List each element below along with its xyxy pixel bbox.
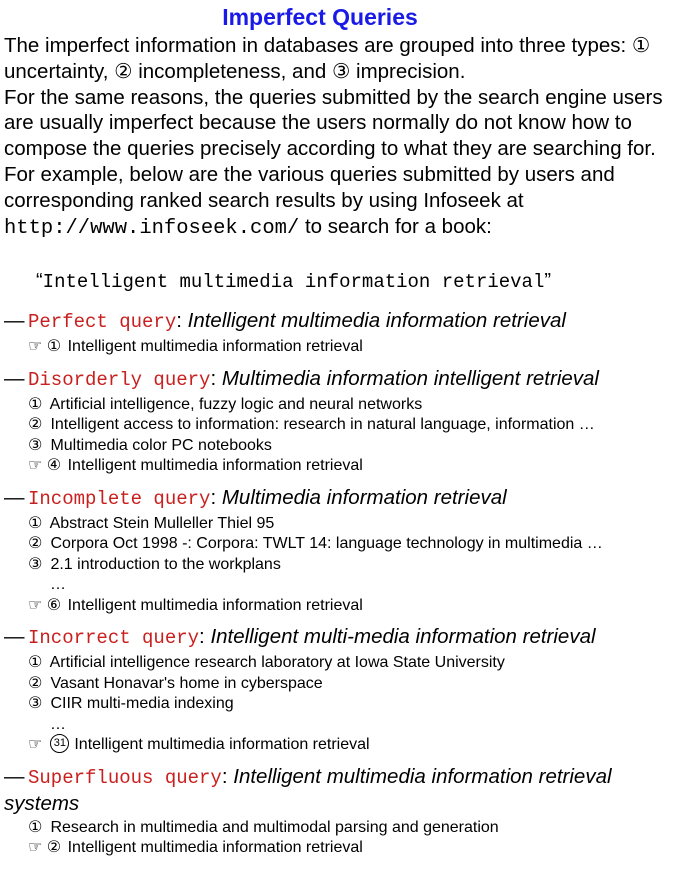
query-type-label: Superfluous query (28, 766, 222, 789)
close-quote: ” (544, 270, 552, 292)
result-title: Corpora Oct 1998 -: Corpora: TWLT 14: language technology in multimedia … (50, 535, 603, 552)
page-title: Imperfect Queries (222, 4, 418, 30)
query-text: Multimedia information intelligent retrieval (221, 366, 599, 390)
rank-marker: ② (28, 416, 43, 433)
rank-marker: ☞ ⑥ (28, 596, 62, 614)
intro-text-after-url: to search for a book: (299, 214, 492, 238)
results-list (4, 337, 676, 358)
query-text: Multimedia information retrieval (221, 485, 507, 509)
results-list (4, 514, 676, 617)
result-item (28, 395, 676, 416)
example-query-text: Intelligent multimedia information retrieval (42, 271, 545, 293)
result-title: 2.1 introduction to the workplans (50, 555, 281, 573)
section-superfluous-query (4, 764, 676, 859)
result-title: Multimedia color PC notebooks (50, 436, 272, 454)
result-title: CIIR multi-media indexing (50, 695, 234, 712)
colon: : (199, 625, 205, 648)
result-item (28, 735, 676, 756)
dash: — (4, 764, 25, 788)
result-title: Artificial intelligence research laboratory at Iowa State University (49, 654, 505, 671)
open-quote: “ (36, 270, 43, 292)
result-item (28, 514, 676, 535)
rank-marker: ③ (28, 436, 43, 454)
section-perfect-query (4, 308, 676, 358)
results-list (4, 653, 676, 756)
infoseek-url: http://www.infoseek.com/ (4, 216, 300, 240)
result-item (28, 436, 676, 457)
result-item (28, 534, 676, 555)
rank-marker: ① (28, 818, 43, 836)
circled-rank-number: 31 (50, 734, 69, 753)
result-title: Intelligent multimedia information retrieval (67, 338, 363, 355)
section-heading (4, 308, 676, 335)
rank-marker: ☞ ② (28, 839, 62, 856)
colon: : (210, 485, 217, 509)
example-query (36, 270, 551, 293)
query-type-label: Incorrect query (28, 627, 200, 649)
result-title: Artificial intelligence, fuzzy logic and neural networks (49, 395, 423, 413)
section-disorderly-query (4, 366, 676, 477)
result-title: Intelligent multimedia information retrieval (67, 457, 363, 474)
section-heading (4, 485, 676, 512)
result-item (28, 415, 676, 436)
section-incomplete-query (4, 485, 676, 617)
result-item (28, 838, 676, 859)
result-item (28, 596, 676, 617)
intro-paragraph-2 (4, 85, 674, 242)
intro-text (4, 33, 674, 241)
result-title: Intelligent multimedia information retrieval (74, 736, 370, 753)
results-list (4, 395, 676, 477)
dash: — (4, 309, 25, 332)
result-title: Intelligent multimedia information retrieval (67, 596, 363, 614)
dash: — (4, 485, 25, 509)
dash: — (4, 625, 25, 648)
result-title: Abstract Stein Mulleller Thiel 95 (49, 514, 275, 532)
rank-marker: ③ (28, 695, 43, 712)
result-item (28, 694, 676, 715)
result-item (28, 818, 676, 839)
rank-marker: ☞ ④ (28, 457, 62, 474)
rank-marker: ② (28, 535, 43, 552)
intro-paragraph-1: The imperfect information in databases are grouped into three types: ① uncertainty, ② incompleteness, and ③ imprecision. (4, 34, 651, 83)
colon: : (221, 764, 228, 788)
intro-text-before-url: For the same reasons, the queries submitted by the search engine users are usually imperfect because the users normally do not know how to compose the queries precisely according to what they are searching for. For example, below are the various queries submitted by users and corresponding ranked search results by using Infoseek at (4, 85, 663, 212)
result-ellipsis: … (50, 576, 66, 593)
result-title: Intelligent multimedia information retrieval (67, 839, 363, 856)
query-type-label: Disorderly query (28, 368, 211, 391)
colon: : (176, 309, 182, 332)
pointing-hand-icon: ☞ (28, 736, 43, 753)
rank-marker: ③ (28, 555, 43, 573)
section-heading (4, 624, 676, 651)
query-type-label: Incomplete query (28, 487, 211, 510)
result-item (28, 337, 676, 358)
result-item (28, 674, 676, 695)
result-item (28, 653, 676, 674)
result-title: Research in multimedia and multimodal parsing and generation (50, 818, 499, 836)
result-title: Vasant Honavar's home in cyberspace (50, 674, 323, 692)
query-text: Intelligent multi-media information retrieval (210, 625, 596, 648)
query-type-label: Perfect query (28, 311, 177, 333)
section-incorrect-query (4, 624, 676, 756)
result-title: Intelligent access to information: research in natural language, information … (50, 416, 595, 433)
query-sections (4, 308, 676, 867)
result-item (28, 555, 676, 576)
rank-marker: ☞ ① (28, 338, 62, 355)
result-ellipsis: … (50, 715, 66, 733)
section-heading (4, 366, 676, 393)
query-text: Intelligent multimedia information retrieval systems (4, 764, 612, 815)
results-list (4, 818, 676, 859)
rank-marker: ① (28, 654, 43, 671)
rank-marker: ② (28, 674, 43, 692)
colon: : (210, 366, 217, 390)
section-heading (4, 764, 676, 816)
rank-marker: ① (28, 514, 43, 532)
query-text: Intelligent multimedia information retrieval (187, 309, 566, 332)
result-item (28, 456, 676, 477)
rank-marker: ① (28, 395, 43, 413)
dash: — (4, 366, 25, 390)
